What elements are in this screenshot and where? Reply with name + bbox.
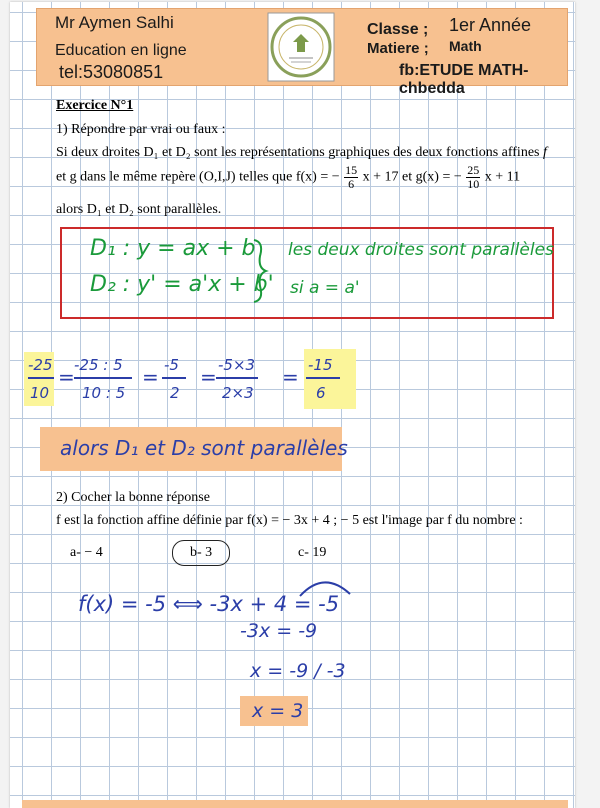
- question-1-line-2: et g dans le même repère (O,I,J) telles que f(x) = − $\frac{15}{6}$ x + 17 et g(x) = − $\frac{25}{10}$ x + 11: [56, 163, 521, 191]
- education-label: Education en ligne: [55, 42, 187, 59]
- calc-num-1: -25: [28, 356, 53, 374]
- svg-text:2×3: 2×3: [222, 384, 254, 402]
- svg-text:=: =: [200, 365, 217, 389]
- hand-condition: si a = a': [290, 278, 360, 298]
- svg-text:-15: -15: [308, 356, 333, 374]
- svg-text:2: 2: [170, 384, 180, 402]
- brace-icon: [250, 238, 270, 304]
- next-page-header: [22, 800, 568, 808]
- hand-solve-line-1: f(x) = -5 ⟺ -3x + 4 = -5: [78, 592, 340, 616]
- hand-solve-line-3: x = -9 / -3: [250, 660, 346, 682]
- question-1-line-1: Si deux droites D₁ et D₂ sont les représentations graphiques des deux fonctions affines f: [56, 145, 547, 160]
- hand-answer: x = 3: [252, 700, 304, 722]
- school-logo: [267, 12, 335, 82]
- option-a[interactable]: a- − 4: [70, 545, 103, 560]
- hand-parallel-statement: les deux droites sont parallèles: [288, 240, 554, 260]
- exercise-title: Exercice N°1: [56, 98, 134, 113]
- hand-d1-equation: D₁ : y = ax + b: [90, 236, 256, 261]
- fraction-15-6: $\frac{15}{6}$: [345, 163, 358, 191]
- svg-text:=: =: [58, 365, 75, 389]
- question-2-statement: f est la fonction affine définie par f(x) = − 3x + 4 ; − 5 est l'image par f du nombre :: [56, 513, 523, 528]
- svg-text:-25 : 5: -25 : 5: [74, 356, 123, 374]
- svg-text:=: =: [282, 365, 299, 389]
- arc-mark: [296, 574, 356, 600]
- option-b[interactable]: b- 3: [190, 545, 213, 560]
- svg-text:6: 6: [316, 384, 326, 402]
- fraction-25-10: $\frac{25}{10}$: [467, 163, 480, 191]
- fraction-calculation: [22, 350, 362, 412]
- hand-solve-line-2: -3x = -9: [240, 620, 318, 642]
- matiere-label: Matiere ;: [367, 40, 429, 57]
- classe-label: Classe ;: [367, 21, 429, 38]
- question-1: 1) Répondre par vrai ou faux :: [56, 122, 226, 137]
- svg-text:-5: -5: [164, 356, 179, 374]
- question-2: 2) Cocher la bonne réponse: [56, 490, 210, 505]
- svg-text:=: =: [142, 365, 159, 389]
- option-c[interactable]: c- 19: [298, 545, 327, 560]
- header-banner: [36, 8, 568, 97]
- question-1-line-3: alors D₁ et D₂ sont parallèles.: [56, 202, 222, 217]
- classe-value: 1er Année: [449, 15, 532, 35]
- svg-text:-5×3: -5×3: [218, 356, 256, 374]
- hand-d2-equation: D₂ : y' = a'x + b': [90, 272, 274, 297]
- phone-number: tel:53080851: [59, 62, 164, 82]
- matiere-value: Math: [449, 38, 482, 54]
- svg-text:10 : 5: 10 : 5: [82, 384, 126, 402]
- facebook-page: fb:ETUDE MATH-chbedda: [399, 62, 529, 97]
- teacher-name: Mr Aymen Salhi: [55, 13, 174, 32]
- hand-conclusion: alors D₁ et D₂ sont parallèles: [60, 436, 348, 460]
- svg-text:10: 10: [30, 384, 50, 402]
